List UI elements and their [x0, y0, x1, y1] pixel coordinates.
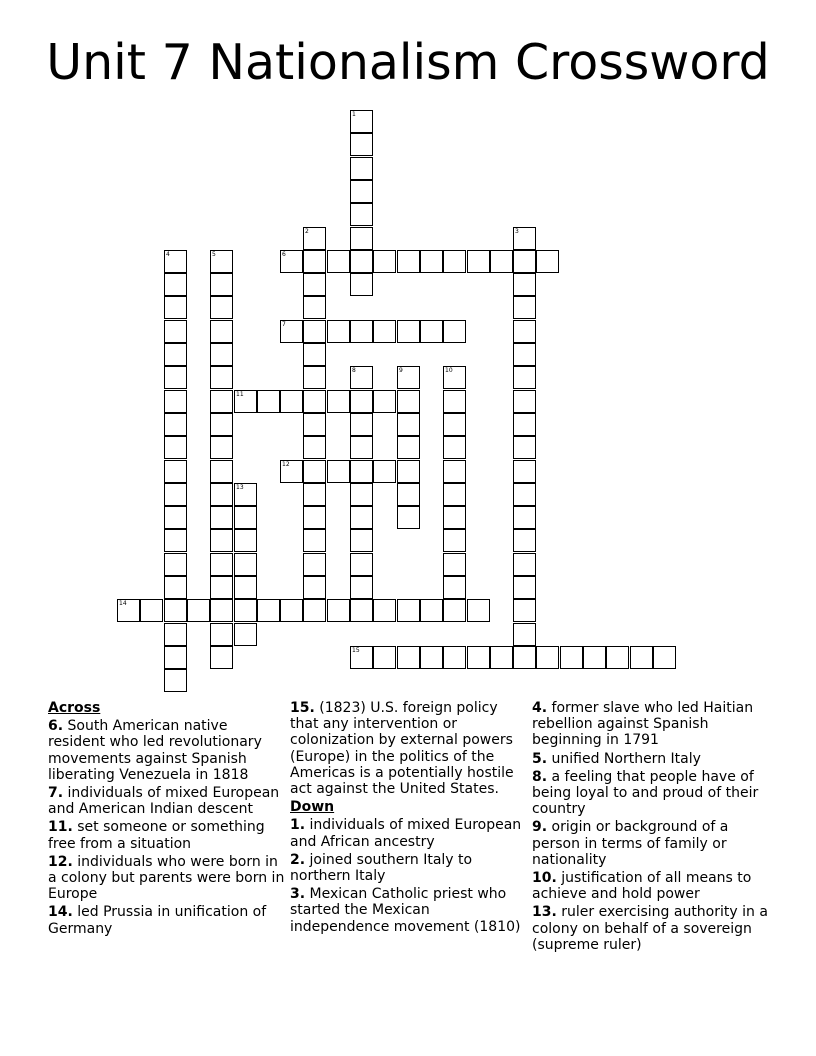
grid-cell[interactable]: [350, 483, 373, 506]
grid-cell[interactable]: [210, 483, 233, 506]
grid-cell[interactable]: [350, 203, 373, 226]
clue-number: 15: [352, 647, 360, 654]
grid-cell[interactable]: [397, 646, 420, 669]
grid-cell[interactable]: [350, 133, 373, 156]
grid-cell[interactable]: [303, 599, 326, 622]
grid-cell[interactable]: [443, 366, 466, 389]
grid-cell[interactable]: [490, 250, 513, 273]
clue-number: 6: [282, 251, 286, 258]
grid-cell[interactable]: [303, 390, 326, 413]
grid-cell[interactable]: [164, 483, 187, 506]
grid-cell[interactable]: [443, 320, 466, 343]
grid-cell[interactable]: [303, 553, 326, 576]
grid-cell[interactable]: [164, 623, 187, 646]
clue-number: 10: [445, 367, 453, 374]
grid-cell[interactable]: [513, 483, 536, 506]
grid-cell[interactable]: [536, 250, 559, 273]
grid-cell[interactable]: [397, 436, 420, 459]
grid-cell[interactable]: [257, 599, 280, 622]
grid-cell[interactable]: [536, 646, 559, 669]
grid-cell[interactable]: [210, 296, 233, 319]
grid-cell[interactable]: [560, 646, 583, 669]
clue-number: 5: [212, 251, 216, 258]
grid-cell[interactable]: [257, 390, 280, 413]
grid-cell[interactable]: [443, 599, 466, 622]
grid-cell[interactable]: [373, 320, 396, 343]
grid-cell[interactable]: [303, 296, 326, 319]
clue-number: 4: [166, 251, 170, 258]
grid-cell[interactable]: [164, 296, 187, 319]
grid-cell[interactable]: [164, 669, 187, 692]
grid-cell[interactable]: [327, 250, 350, 273]
clues-column-3: [532, 700, 770, 955]
grid-cell[interactable]: [397, 250, 420, 273]
clue-number: 8: [352, 367, 356, 374]
clue-number: 7: [282, 321, 286, 328]
grid-cell[interactable]: [443, 250, 466, 273]
across-heading: Across: [48, 700, 101, 716]
grid-cell[interactable]: [513, 576, 536, 599]
grid-cell[interactable]: [350, 157, 373, 180]
clue-across-6: 6. South American native resident who led revolutionary movements against Spanish liberating Venezuela in 1818: [48, 718, 262, 783]
grid-cell[interactable]: [467, 646, 490, 669]
clue-down-8: 8. a feeling that people have of being loyal to and proud of their country: [532, 768, 759, 818]
grid-cell[interactable]: [280, 390, 303, 413]
clue-down-1: 1. individuals of mixed European and African ancestry: [290, 817, 522, 850]
grid-cell[interactable]: [234, 506, 257, 529]
grid-cell[interactable]: [350, 366, 373, 389]
grid-cell[interactable]: [210, 576, 233, 599]
grid-cell[interactable]: [420, 599, 443, 622]
grid-cell[interactable]: [303, 436, 326, 459]
clue-across-7: 7. individuals of mixed European and American Indian descent: [48, 785, 280, 818]
grid-cell[interactable]: [397, 366, 420, 389]
clue-number: 11: [236, 391, 244, 398]
grid-cell[interactable]: [443, 436, 466, 459]
grid-cell[interactable]: [164, 506, 187, 529]
grid-cell[interactable]: [280, 250, 303, 273]
grid-cell[interactable]: [117, 599, 140, 622]
grid-cell[interactable]: [350, 576, 373, 599]
page-title: Unit 7 Nationalism Crossword: [46, 34, 770, 91]
grid-cell[interactable]: [513, 623, 536, 646]
down-heading: Down: [290, 799, 335, 816]
grid-cell[interactable]: [303, 460, 326, 483]
grid-cell[interactable]: [513, 390, 536, 413]
grid-cell[interactable]: [513, 506, 536, 529]
grid-cell[interactable]: [443, 506, 466, 529]
grid-cell[interactable]: [606, 646, 629, 669]
grid-cell[interactable]: [513, 529, 536, 552]
grid-cell[interactable]: [234, 599, 257, 622]
clue-number: 1: [352, 111, 356, 118]
grid-cell[interactable]: [513, 553, 536, 576]
grid-cell[interactable]: [303, 250, 326, 273]
grid-cell[interactable]: [373, 646, 396, 669]
grid-cell[interactable]: [373, 390, 396, 413]
grid-cell[interactable]: [513, 436, 536, 459]
grid-cell[interactable]: [280, 320, 303, 343]
grid-cell[interactable]: [350, 436, 373, 459]
grid-cell[interactable]: [164, 413, 187, 436]
grid-cell[interactable]: [350, 529, 373, 552]
clue-across-11: 11. set someone or something free from a situation: [48, 819, 265, 852]
grid-cell[interactable]: [164, 460, 187, 483]
grid-cell[interactable]: [327, 390, 350, 413]
grid-cell[interactable]: [210, 553, 233, 576]
grid-cell[interactable]: [210, 366, 233, 389]
grid-cell[interactable]: [350, 413, 373, 436]
grid-cell[interactable]: [210, 436, 233, 459]
grid-cell[interactable]: [350, 460, 373, 483]
grid-cell[interactable]: [303, 506, 326, 529]
grid-cell[interactable]: [210, 413, 233, 436]
grid-cell[interactable]: [234, 390, 257, 413]
grid-cell[interactable]: [513, 273, 536, 296]
grid-cell[interactable]: [164, 553, 187, 576]
grid-cell[interactable]: [350, 599, 373, 622]
grid-cell[interactable]: [373, 460, 396, 483]
grid-cell[interactable]: [443, 553, 466, 576]
grid-cell[interactable]: [350, 553, 373, 576]
grid-cell[interactable]: [350, 180, 373, 203]
grid-cell[interactable]: [234, 623, 257, 646]
grid-cell[interactable]: [280, 599, 303, 622]
grid-cell[interactable]: [513, 250, 536, 273]
clues-column-2: [290, 700, 528, 937]
grid-cell[interactable]: [140, 599, 163, 622]
clue-across-15: 15. (1823) U.S. foreign policy that any intervention or colonization by external powers (Europe) in the politics of the Americas is a potentially hostile act against the United States.: [290, 700, 514, 798]
clue-number: 12: [282, 461, 290, 468]
grid-cell[interactable]: [327, 460, 350, 483]
grid-cell[interactable]: [303, 273, 326, 296]
grid-cell[interactable]: [303, 320, 326, 343]
grid-cell[interactable]: [420, 646, 443, 669]
grid-cell[interactable]: [443, 576, 466, 599]
grid-cell[interactable]: [164, 366, 187, 389]
clue-number: 14: [119, 600, 127, 607]
clue-down-4: 4. former slave who led Haitian rebellion against Spanish beginning in 1791: [532, 700, 754, 749]
grid-cell[interactable]: [467, 599, 490, 622]
grid-cell[interactable]: [443, 483, 466, 506]
clue-down-13: 13. ruler exercising authority in a colony on behalf of a sovereign (supreme ruler): [532, 904, 768, 953]
grid-cell[interactable]: [187, 599, 210, 622]
grid-cell[interactable]: [397, 599, 420, 622]
grid-cell[interactable]: [397, 413, 420, 436]
grid-cell[interactable]: [303, 227, 326, 250]
grid-cell[interactable]: [210, 343, 233, 366]
grid-cell[interactable]: [210, 250, 233, 273]
grid-cell[interactable]: [513, 320, 536, 343]
clue-across-12: 12. individuals who were born in a colony but parents were born in Europe: [48, 853, 285, 903]
grid-cell[interactable]: [583, 646, 606, 669]
grid-cell[interactable]: [210, 599, 233, 622]
clue-down-5: 5. unified Northern Italy: [532, 750, 701, 767]
grid-cell[interactable]: [303, 366, 326, 389]
grid-cell[interactable]: [164, 436, 187, 459]
clue-down-9: 9. origin or background of a person in terms of family or nationality: [532, 819, 729, 868]
grid-cell[interactable]: [630, 646, 653, 669]
grid-cell[interactable]: [164, 529, 187, 552]
grid-cell[interactable]: [210, 273, 233, 296]
grid-cell[interactable]: [513, 366, 536, 389]
grid-cell[interactable]: [420, 320, 443, 343]
grid-cell[interactable]: [303, 413, 326, 436]
grid-cell[interactable]: [210, 506, 233, 529]
grid-cell[interactable]: [303, 483, 326, 506]
grid-cell[interactable]: [164, 599, 187, 622]
grid-cell[interactable]: [210, 320, 233, 343]
grid-cell[interactable]: [513, 646, 536, 669]
grid-cell[interactable]: [164, 250, 187, 273]
grid-cell[interactable]: [443, 646, 466, 669]
grid-cell[interactable]: [397, 320, 420, 343]
grid-cell[interactable]: [327, 599, 350, 622]
grid-cell[interactable]: [513, 460, 536, 483]
grid-cell[interactable]: [234, 576, 257, 599]
grid-cell[interactable]: [350, 646, 373, 669]
grid-cell[interactable]: [350, 273, 373, 296]
grid-cell[interactable]: [350, 227, 373, 250]
grid-cell[interactable]: [653, 646, 676, 669]
clue-number: 2: [305, 228, 309, 235]
grid-cell[interactable]: [303, 343, 326, 366]
grid-cell[interactable]: [280, 460, 303, 483]
clue-down-10: 10. justification of all means to achieve and hold power: [532, 870, 752, 903]
grid-cell[interactable]: [164, 343, 187, 366]
clue-number: 13: [236, 484, 244, 491]
grid-cell[interactable]: [397, 460, 420, 483]
grid-cell[interactable]: [234, 529, 257, 552]
grid-cell[interactable]: [513, 227, 536, 250]
grid-cell[interactable]: [513, 343, 536, 366]
grid-cell[interactable]: [443, 413, 466, 436]
grid-cell[interactable]: [210, 646, 233, 669]
grid-cell[interactable]: [443, 390, 466, 413]
grid-cell[interactable]: [303, 529, 326, 552]
grid-cell[interactable]: [303, 576, 326, 599]
grid-cell[interactable]: [350, 390, 373, 413]
grid-cell[interactable]: [373, 599, 396, 622]
grid-cell[interactable]: [397, 483, 420, 506]
grid-cell[interactable]: [350, 110, 373, 133]
grid-cell[interactable]: [397, 506, 420, 529]
grid-cell[interactable]: [443, 460, 466, 483]
clues-column-1: [48, 700, 286, 939]
grid-cell[interactable]: [210, 390, 233, 413]
grid-cell[interactable]: [164, 320, 187, 343]
grid-cell[interactable]: [164, 576, 187, 599]
grid-cell[interactable]: [350, 506, 373, 529]
grid-cell[interactable]: [513, 413, 536, 436]
grid-cell[interactable]: [443, 529, 466, 552]
grid-cell[interactable]: [397, 390, 420, 413]
grid-cell[interactable]: [513, 599, 536, 622]
clue-down-2: 2. joined southern Italy to northern Italy: [290, 851, 473, 885]
clue-across-14: 14. led Prussia in unification of Germany: [48, 904, 267, 937]
clue-number: 9: [399, 367, 403, 374]
grid-cell[interactable]: [210, 460, 233, 483]
grid-cell[interactable]: [210, 529, 233, 552]
grid-cell[interactable]: [164, 646, 187, 669]
grid-cell[interactable]: [327, 320, 350, 343]
clue-down-3: 3. Mexican Catholic priest who started the Mexican independence movement (1810): [290, 886, 521, 935]
grid-cell[interactable]: [164, 390, 187, 413]
grid-cell[interactable]: [234, 553, 257, 576]
grid-cell[interactable]: [350, 320, 373, 343]
grid-cell[interactable]: [164, 273, 187, 296]
grid-cell[interactable]: [490, 646, 513, 669]
grid-cell[interactable]: [234, 483, 257, 506]
grid-cell[interactable]: [513, 296, 536, 319]
grid-cell[interactable]: [420, 250, 443, 273]
clue-number: 3: [515, 228, 519, 235]
grid-cell[interactable]: [350, 250, 373, 273]
grid-cell[interactable]: [210, 623, 233, 646]
grid-cell[interactable]: [373, 250, 396, 273]
grid-cell[interactable]: [467, 250, 490, 273]
